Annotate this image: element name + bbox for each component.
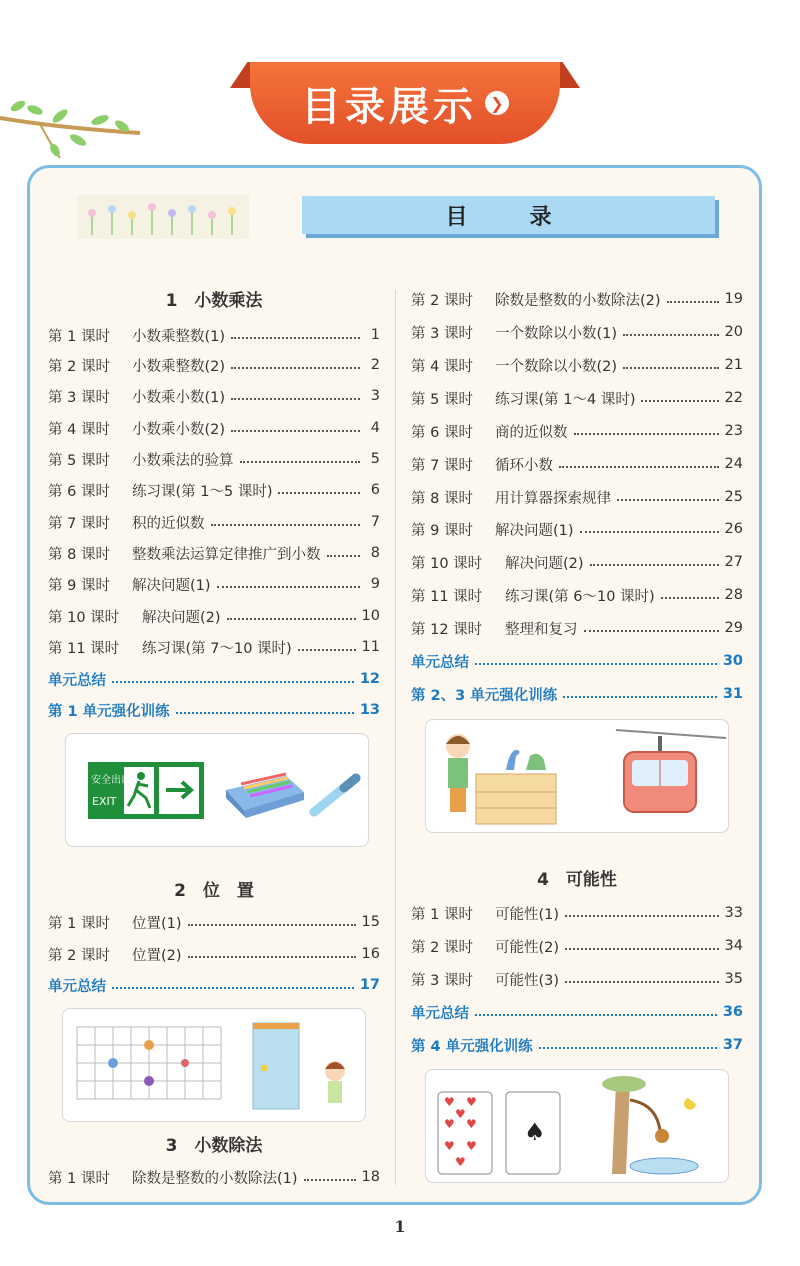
svg-text:♥: ♥: [444, 1139, 455, 1153]
leader-dots: [176, 712, 354, 714]
page-number: 23: [724, 423, 743, 439]
page-number: 8: [370, 545, 380, 561]
toc-entry[interactable]: [48, 605, 380, 627]
exit-sign-cn: 安全出口: [91, 775, 131, 786]
lesson-title: 积的近似数: [132, 515, 205, 532]
lesson-title: 解决问题(2): [142, 609, 221, 626]
page-number: 6: [370, 482, 380, 498]
lesson-number: 第 10 课时: [411, 555, 483, 572]
leader-dots: [298, 649, 356, 651]
toc-entry[interactable]: [48, 417, 380, 439]
page-number: 27: [724, 554, 743, 570]
toc-entry-training[interactable]: [411, 1034, 743, 1056]
leader-dots: [559, 466, 719, 468]
page-number: 21: [724, 357, 743, 373]
lesson-title: 整理和复习: [505, 621, 578, 638]
leader-dots: [231, 398, 360, 400]
toc-entry[interactable]: [411, 354, 743, 376]
page-number: 15: [361, 914, 380, 930]
lesson-number: 第 5 课时: [48, 452, 110, 469]
page-number: 16: [361, 946, 380, 962]
page-number: 2: [370, 357, 380, 373]
lesson-title: 一个数除以小数(1): [495, 325, 618, 342]
cards-monkey-image: [426, 1070, 728, 1182]
unit-1-heading: 1 小数乘法: [165, 291, 263, 311]
toc-entry[interactable]: [48, 324, 380, 346]
svg-text:♥: ♥: [455, 1107, 466, 1121]
illustration-unit-2: [62, 1008, 366, 1122]
summary-label: 单元总结: [48, 672, 106, 689]
lesson-title: 小数乘整数(1): [132, 328, 226, 345]
leader-dots: [590, 564, 719, 566]
lesson-number: 第 2 课时: [411, 939, 473, 956]
page-number: 10: [361, 608, 380, 624]
column-divider: [395, 290, 396, 1185]
lesson-title: 小数乘法的验算: [132, 452, 234, 469]
toc-entry[interactable]: [411, 420, 743, 442]
toc-entry[interactable]: [411, 486, 743, 508]
toc-entry[interactable]: [48, 542, 380, 564]
lesson-number: 第 3 课时: [411, 972, 473, 989]
lesson-number: 第 11 课时: [411, 588, 483, 605]
training-label: 第 2、3 单元强化训练: [411, 687, 558, 704]
lesson-title: 可能性(3): [495, 972, 560, 989]
svg-text:♥: ♥: [466, 1095, 477, 1109]
lesson-number: 第 8 课时: [411, 490, 473, 507]
leader-dots: [188, 924, 356, 926]
lesson-number: 第 4 课时: [48, 421, 110, 438]
page-number: 22: [724, 390, 743, 406]
page-number: 3: [370, 388, 380, 404]
page-number: 9: [370, 576, 380, 592]
page-number: 26: [724, 521, 743, 537]
toc-entry[interactable]: [48, 911, 380, 933]
lesson-number: 第 6 课时: [411, 424, 473, 441]
lesson-number: 第 11 课时: [48, 640, 120, 657]
training-label: 第 4 单元强化训练: [411, 1038, 533, 1055]
lesson-title: 用计算器探索规律: [495, 490, 611, 507]
lesson-title: 解决问题(1): [495, 522, 574, 539]
chevron-down-icon: ❯: [485, 91, 509, 115]
page-number: 13: [359, 702, 380, 718]
leader-dots: [231, 367, 360, 369]
page-number: 20: [724, 324, 743, 340]
lesson-number: 第 12 课时: [411, 621, 483, 638]
toc-entry-training[interactable]: [48, 699, 380, 721]
lesson-title: 可能性(2): [495, 939, 560, 956]
toc-entry[interactable]: [411, 617, 743, 639]
lesson-number: 第 3 课时: [411, 325, 473, 342]
summary-label: 单元总结: [48, 978, 106, 995]
leader-dots: [565, 981, 719, 983]
page-number: 25: [724, 489, 743, 505]
page-number: 33: [724, 905, 743, 921]
toc-entry[interactable]: [411, 968, 743, 990]
page-number: 5: [370, 451, 380, 467]
toc-entry-training[interactable]: [411, 683, 743, 705]
svg-text:♥: ♥: [466, 1117, 477, 1131]
lesson-title: 除数是整数的小数除法(2): [495, 292, 661, 309]
lesson-title: 练习课(第 1～5 课时): [132, 483, 273, 500]
lesson-number: 第 2 课时: [48, 358, 110, 375]
leader-dots: [227, 618, 356, 620]
lesson-title: 练习课(第 7～10 课时): [142, 640, 292, 657]
toc-entry[interactable]: [48, 511, 380, 533]
illustration-unit-3: [425, 719, 729, 833]
leader-dots: [475, 663, 717, 665]
summary-label: 单元总结: [411, 654, 469, 671]
toc-entry[interactable]: [48, 1166, 380, 1188]
lesson-number: 第 3 课时: [48, 389, 110, 406]
svg-text:♥: ♥: [444, 1117, 455, 1131]
toc-title: 目 录: [445, 204, 572, 230]
page-number: 4: [370, 420, 380, 436]
page-number: 31: [722, 686, 743, 702]
lesson-title: 小数乘小数(2): [132, 421, 226, 438]
page-number: 17: [359, 977, 380, 993]
lesson-title: 小数乘整数(2): [132, 358, 226, 375]
toc-entry[interactable]: [411, 453, 743, 475]
banner-title: 目录展示: [301, 83, 477, 130]
leader-dots: [617, 499, 719, 501]
illustration-unit-1: [65, 733, 369, 847]
toc-entry[interactable]: [48, 636, 380, 658]
toc-entry[interactable]: [48, 385, 380, 407]
toc-entry[interactable]: [48, 448, 380, 470]
lesson-title: 可能性(1): [495, 906, 560, 923]
toc-entry[interactable]: [411, 321, 743, 343]
lesson-title: 一个数除以小数(2): [495, 358, 618, 375]
lesson-title: 位置(1): [132, 915, 182, 932]
leader-dots: [539, 1047, 717, 1049]
page-number: 28: [724, 587, 743, 603]
leader-dots: [565, 948, 719, 950]
lesson-number: 第 5 课时: [411, 391, 473, 408]
lesson-title: 位置(2): [132, 947, 182, 964]
toc-entry-summary[interactable]: [411, 650, 743, 672]
toc-entry[interactable]: [411, 551, 743, 573]
leader-dots: [475, 1014, 717, 1016]
leader-dots: [112, 987, 354, 989]
toc-entry[interactable]: [411, 288, 743, 310]
toc-entry[interactable]: [48, 573, 380, 595]
page-number: 12: [359, 671, 380, 687]
summary-label: 单元总结: [411, 1005, 469, 1022]
leader-dots: [211, 524, 361, 526]
lesson-number: 第 1 课时: [411, 906, 473, 923]
leader-dots: [641, 400, 718, 402]
toc-entry-summary[interactable]: [48, 668, 380, 690]
unit-3-heading: 3 小数除法: [165, 1136, 263, 1156]
leader-dots: [661, 597, 719, 599]
lesson-number: 第 2 课时: [411, 292, 473, 309]
lesson-number: 第 7 课时: [48, 515, 110, 532]
illustration-unit-4: [425, 1069, 729, 1183]
lesson-title: 解决问题(1): [132, 577, 211, 594]
leader-dots: [240, 461, 361, 463]
lesson-title: 整数乘法运算定律推广到小数: [132, 546, 321, 563]
toc-entry[interactable]: [411, 518, 743, 540]
lesson-number: 第 9 课时: [48, 577, 110, 594]
lesson-number: 第 8 课时: [48, 546, 110, 563]
leader-dots: [574, 433, 719, 435]
page-number: 19: [724, 291, 743, 307]
toc-entry[interactable]: [411, 584, 743, 606]
lesson-title: 商的近似数: [495, 424, 568, 441]
training-label: 第 1 单元强化训练: [48, 703, 170, 720]
leader-dots: [304, 1179, 356, 1181]
svg-text:♠: ♠: [524, 1118, 546, 1146]
leader-dots: [188, 956, 356, 958]
leader-dots: [565, 915, 719, 917]
leader-dots: [667, 301, 719, 303]
lesson-number: 第 6 课时: [48, 483, 110, 500]
leader-dots: [584, 630, 719, 632]
lesson-title: 解决问题(2): [505, 555, 584, 572]
leader-dots: [327, 555, 361, 557]
lesson-number: 第 1 课时: [48, 1170, 110, 1187]
page-number: 30: [722, 653, 743, 669]
lesson-title: 小数乘小数(1): [132, 389, 226, 406]
lesson-title: 循环小数: [495, 457, 553, 474]
lesson-number: 第 4 课时: [411, 358, 473, 375]
grid-door-girl-image: [63, 1009, 365, 1121]
unit-4-heading: 4 可能性: [537, 870, 617, 890]
page-number: 18: [361, 1169, 380, 1185]
lesson-number: 第 10 课时: [48, 609, 120, 626]
lesson-title: 练习课(第 6～10 课时): [505, 588, 655, 605]
toc-entry[interactable]: [411, 902, 743, 924]
unit-2-heading: 2 位 置: [174, 881, 254, 901]
svg-text:♥: ♥: [444, 1095, 455, 1109]
page-number: 34: [724, 938, 743, 954]
leader-dots: [563, 696, 717, 698]
lesson-number: 第 1 课时: [48, 328, 110, 345]
toc-entry-summary[interactable]: [411, 1001, 743, 1023]
page-number: 29: [724, 620, 743, 636]
page-number: 1: [370, 327, 380, 343]
lesson-title: 除数是整数的小数除法(1): [132, 1170, 298, 1187]
leader-dots: [623, 367, 719, 369]
toc-entry[interactable]: [411, 387, 743, 409]
leader-dots: [231, 430, 360, 432]
toc-entry[interactable]: [48, 479, 380, 501]
toc-entry[interactable]: [48, 354, 380, 376]
leader-dots: [231, 337, 360, 339]
lesson-number: 第 1 课时: [48, 915, 110, 932]
lesson-number: 第 2 课时: [48, 947, 110, 964]
page-number: 11: [361, 639, 380, 655]
leader-dots: [217, 586, 360, 588]
page-number: 36: [722, 1004, 743, 1020]
toc-entry-summary[interactable]: [48, 974, 380, 996]
leader-dots: [112, 681, 354, 683]
toc-entry[interactable]: [411, 935, 743, 957]
leader-dots: [623, 334, 719, 336]
leader-dots: [278, 492, 360, 494]
boy-dinosaurs-cable-car-image: [426, 720, 728, 832]
svg-text:♥: ♥: [455, 1155, 466, 1169]
page-number: 7: [370, 514, 380, 530]
page-number: 37: [722, 1037, 743, 1053]
lesson-title: 练习课(第 1～4 课时): [495, 391, 636, 408]
page-number-footer: 1: [394, 1217, 406, 1236]
lesson-number: 第 9 课时: [411, 522, 473, 539]
svg-text:♥: ♥: [466, 1139, 477, 1153]
page-number: 35: [724, 971, 743, 987]
toc-entry[interactable]: [48, 943, 380, 965]
exit-sign-crayons-pen-image: [66, 734, 368, 846]
page-number: 24: [724, 456, 743, 472]
exit-sign-en: EXIT: [92, 795, 117, 808]
lesson-number: 第 7 课时: [411, 457, 473, 474]
leader-dots: [580, 531, 719, 533]
